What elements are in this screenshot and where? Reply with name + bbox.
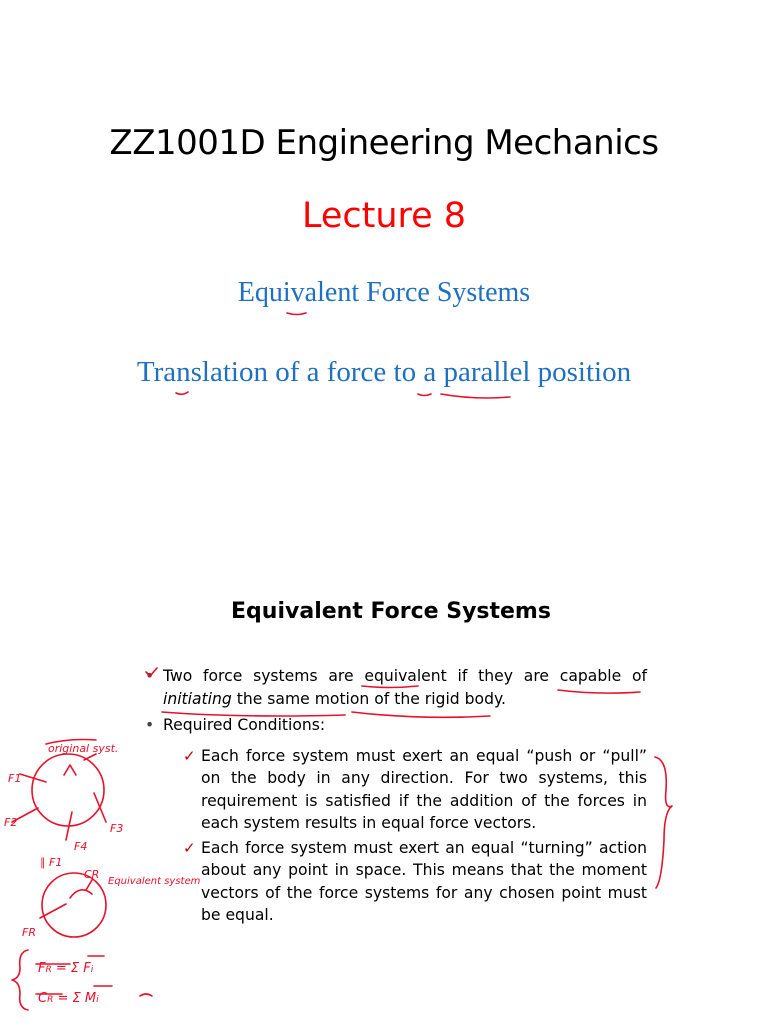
label-f4: F4 [74, 840, 88, 853]
bullet-required-conditions [145, 714, 647, 737]
label-f2: F2 [4, 816, 18, 829]
condition-text: Each force system must exert an equal “turning” action about any point in space. This means that the moment vectors of the force systems for any chosen point must be equal. [201, 838, 647, 924]
slide-heading: Equivalent Force Systems [231, 599, 551, 624]
topic-translation-of-force: Translation of a force to a parallel position [136, 356, 632, 388]
note-equivalent-system: Equivalent system [108, 876, 201, 887]
condition-item [183, 745, 647, 835]
label-cr: CR [84, 868, 100, 881]
bullet-italic-word: initiating [163, 689, 232, 708]
label-f3: F3 [110, 822, 124, 835]
note-original-system: original syst. [48, 742, 119, 755]
slide-equivalent-force-systems [0, 512, 768, 1024]
topic-equivalent-force-systems: Equivalent Force Systems [237, 277, 531, 308]
condition-item [183, 837, 647, 927]
bullet-label: Required Conditions: [163, 716, 326, 734]
bullet-text-after: the same motion of the rigid body. [231, 689, 506, 708]
label-parallel-f1: ∥ F1 [40, 856, 63, 869]
bullet-definition [145, 665, 647, 710]
course-title: ZZ1001D Engineering Mechanics [109, 123, 659, 163]
bullet-text-before: Two force systems are equivalent if they are capable of [163, 667, 647, 685]
equation-cr: CR = Σ Mi [38, 991, 99, 1006]
checkmark-icon: ✓ [183, 746, 196, 765]
label-fr: FR [22, 926, 36, 939]
equation-fr: FR = Σ Fi [38, 961, 94, 976]
lecture-number: Lecture 8 [301, 196, 467, 236]
checkmark-icon: ✓ [183, 838, 196, 857]
condition-text: Each force system must exert an equal “push or “pull” on the body in any direction. For two systems, this requirement is satisfied if the addition of the forces in each system results in equal force vectors. [201, 746, 647, 832]
conditions-list [145, 745, 647, 927]
bullet-list [145, 665, 647, 929]
label-f1: F1 [8, 772, 22, 785]
